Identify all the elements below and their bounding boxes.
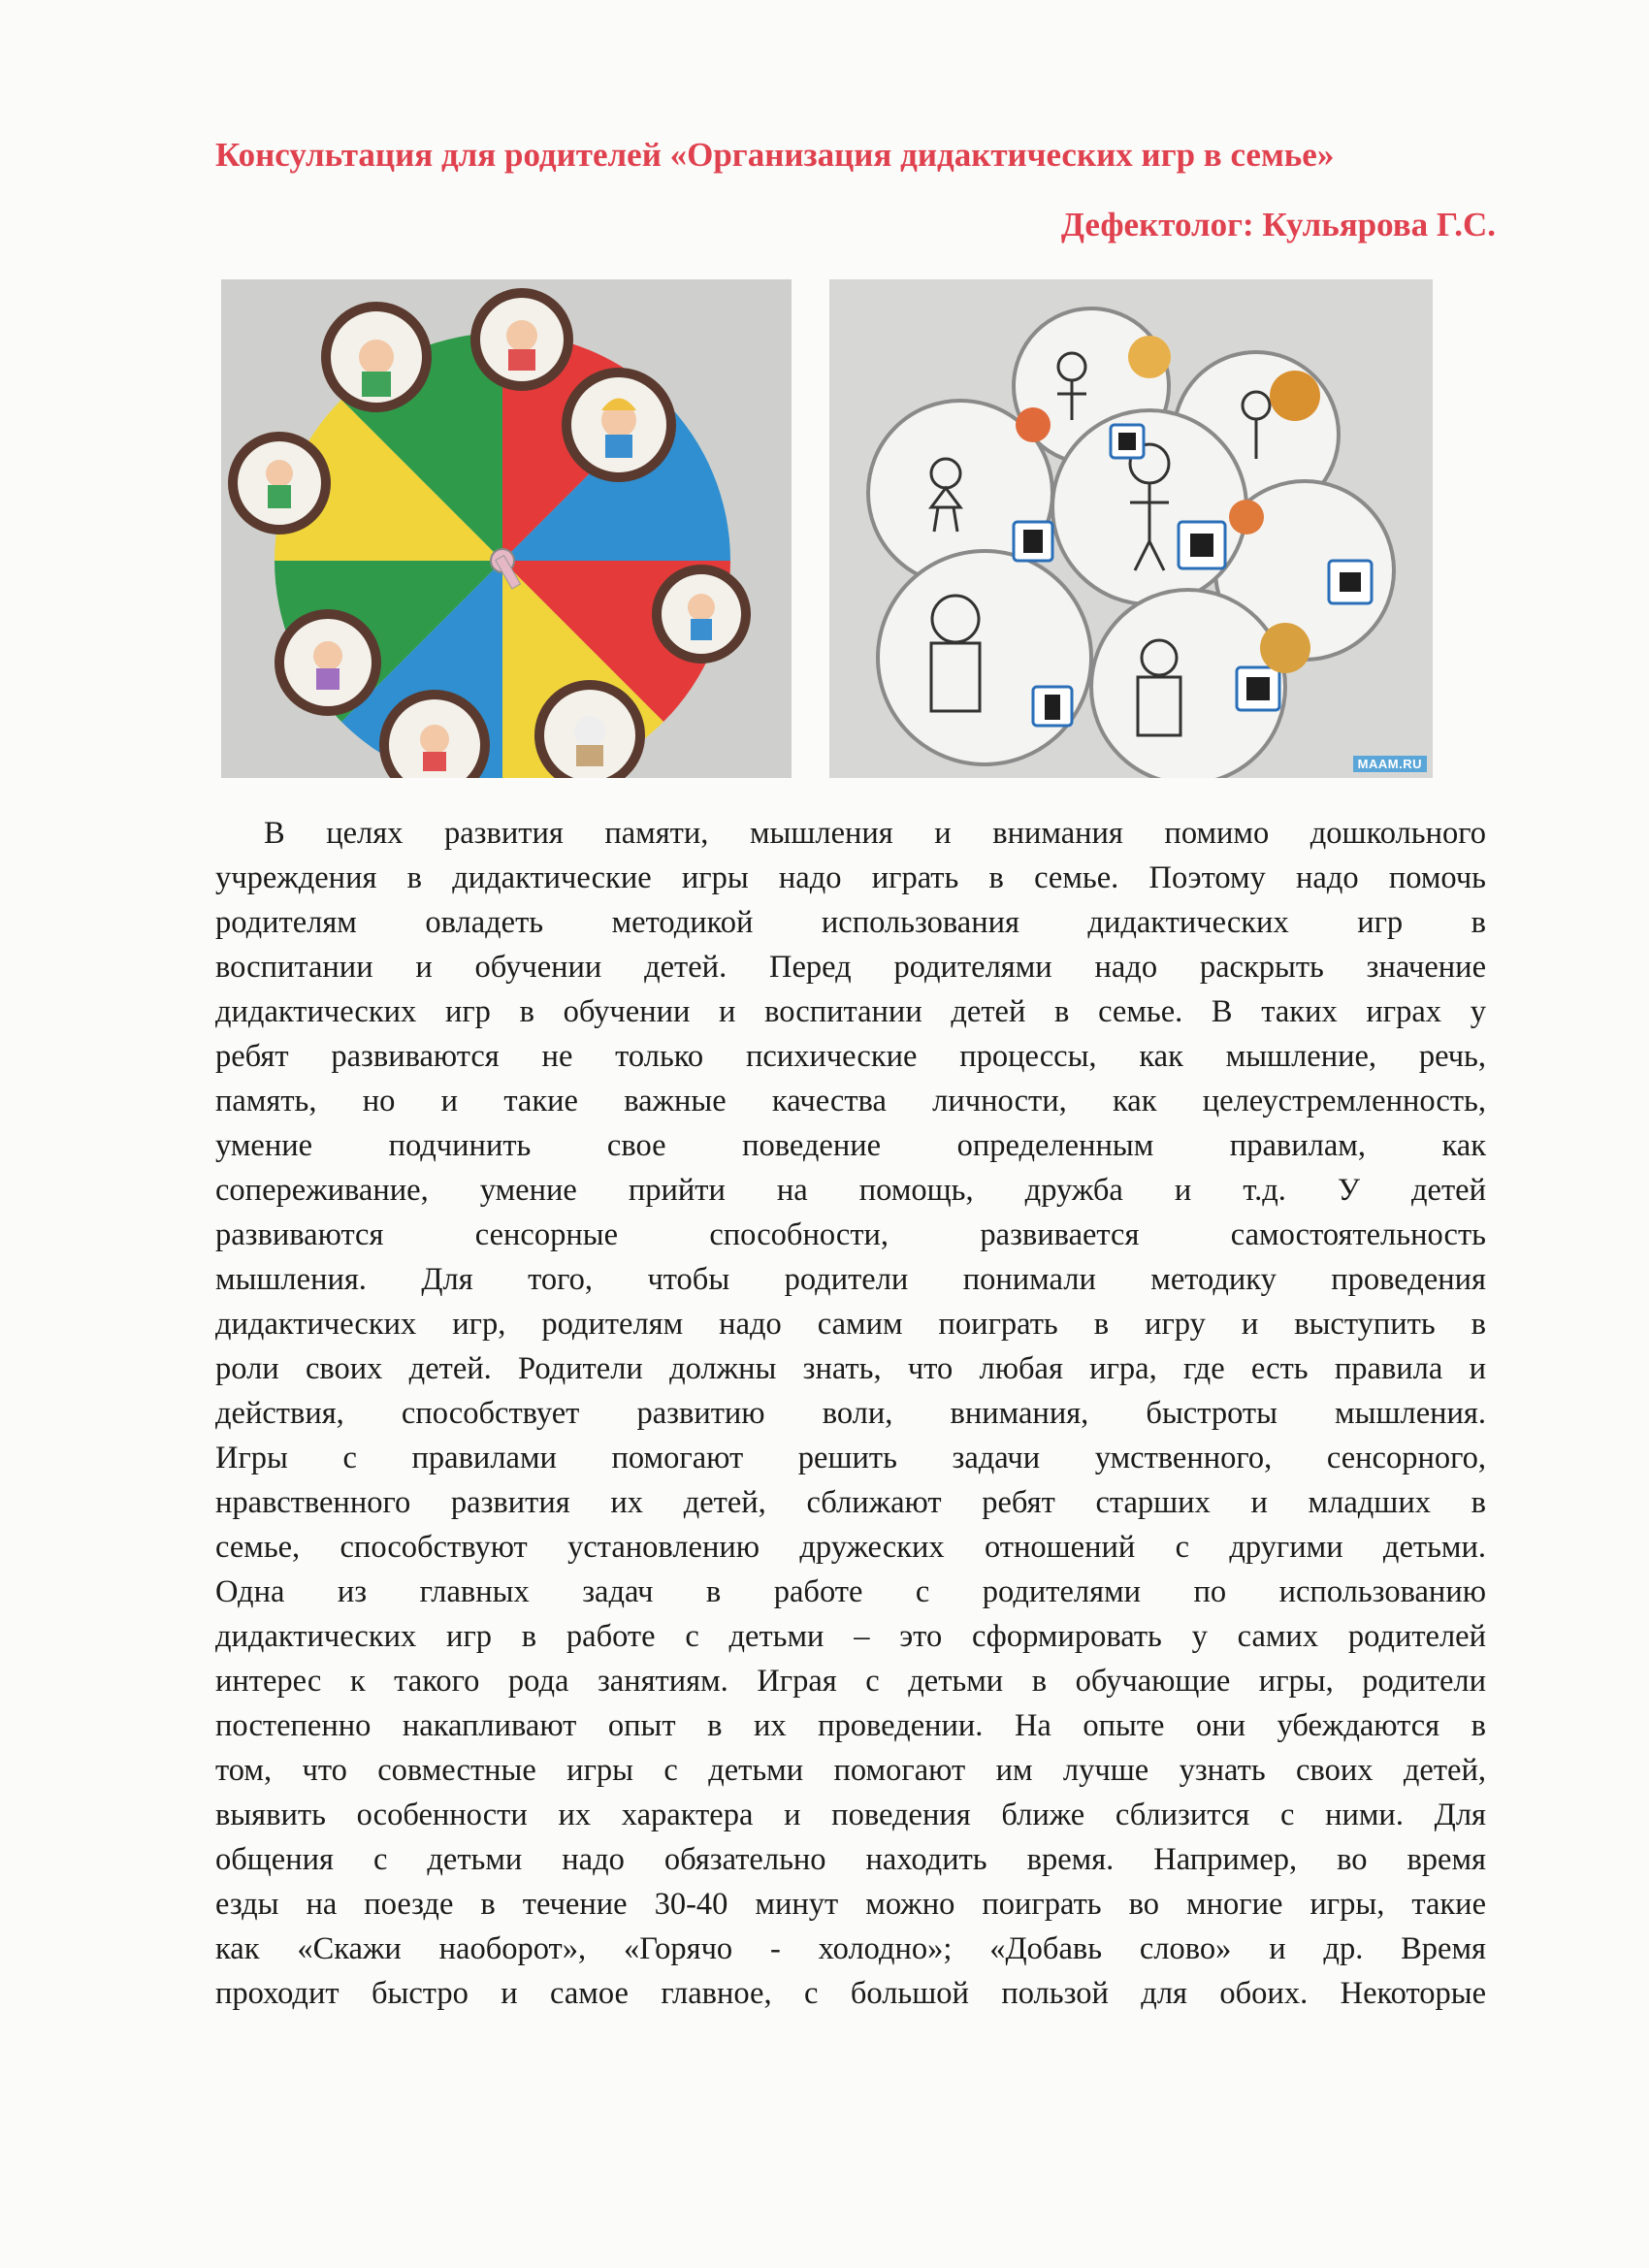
text-line: дидактических игр, родителям надо самим поиграть в игру и выступить в [215, 1307, 1486, 1342]
text-line: воспитании и обучении детей. Перед родителями надо раскрыть значение [215, 950, 1486, 985]
text-line: езды на поезде в течение 30-40 минут можно поиграть во многие игры, такие [215, 1887, 1486, 1922]
text-line: действия, способствует развитию воли, внимания, быстроты мышления. [215, 1396, 1486, 1431]
text-line: мышления. Для того, чтобы родители понимали методику проведения [215, 1262, 1486, 1297]
text-line: постепенно накапливают опыт в их проведении. На опыте они убеждаются в [215, 1708, 1486, 1743]
text-line: Игры с правилами помогают решить задачи умственного, сенсорного, [215, 1441, 1486, 1475]
picture-cards-icon [829, 279, 1433, 778]
text-line: Одна из главных задач в работе с родителями по использованию [215, 1574, 1486, 1609]
body-paragraph [215, 811, 1486, 2016]
text-line: память, но и такие важные качества личности, как целеустремленность, [215, 1084, 1486, 1118]
text-line: семье, способствуют установлению дружеских отношений с другими детьми. [215, 1530, 1486, 1565]
text-line: как «Скажи наоборот», «Горячо - холодно»; «Добавь слово» и др. Время [215, 1931, 1486, 1966]
colour-wheel-game-photo [221, 279, 792, 778]
text-line: В целях развития памяти, мышления и внимания помимо дошкольного [264, 816, 1486, 851]
author-line: Дефектолог: Кульярова Г.С. [1060, 206, 1496, 243]
text-line: ребят развиваются не только психические процессы, как мышление, речь, [215, 1039, 1486, 1074]
text-line: учреждения в дидактические игры надо играть в семье. Поэтому надо помочь [215, 860, 1486, 895]
spinning-wheel-icon [221, 279, 792, 778]
text-line: роли своих детей. Родители должны знать, что любая игра, где есть правила и [215, 1351, 1486, 1386]
watermark: MAAM.RU [1353, 756, 1427, 772]
text-line: интерес к такого рода занятиям. Играя с детьми в обучающие игры, родители [215, 1664, 1486, 1699]
text-line: дидактических игр в обучении и воспитании детей в семье. В таких играх у [215, 994, 1486, 1029]
text-line: развиваются сенсорные способности, развивается самостоятельность [215, 1217, 1486, 1252]
text-line: дидактических игр в работе с детьми – это сформировать у самих родителей [215, 1619, 1486, 1654]
text-line: умение подчинить свое поведение определенным правилам, как [215, 1128, 1486, 1163]
page-title: Консультация для родителей «Организация дидактических игр в семье» [215, 136, 1335, 174]
text-line: родителям овладеть методикой использования дидактических игр в [215, 905, 1486, 940]
text-line: проходит быстро и самое главное, с большой пользой для обоих. Некоторые [215, 1976, 1486, 2011]
text-line: нравственного развития их детей, сближают ребят старших и младших в [215, 1485, 1486, 1520]
text-line: выявить особенности их характера и поведения ближе сблизится с ними. Для [215, 1798, 1486, 1832]
picture-cards-game-photo [829, 279, 1433, 778]
text-line: сопереживание, умение прийти на помощь, дружба и т.д. У детей [215, 1173, 1486, 1208]
text-line: том, что совместные игры с детьми помогают им лучше узнать своих детей, [215, 1753, 1486, 1788]
text-line: общения с детьми надо обязательно находить время. Например, во время [215, 1842, 1486, 1877]
